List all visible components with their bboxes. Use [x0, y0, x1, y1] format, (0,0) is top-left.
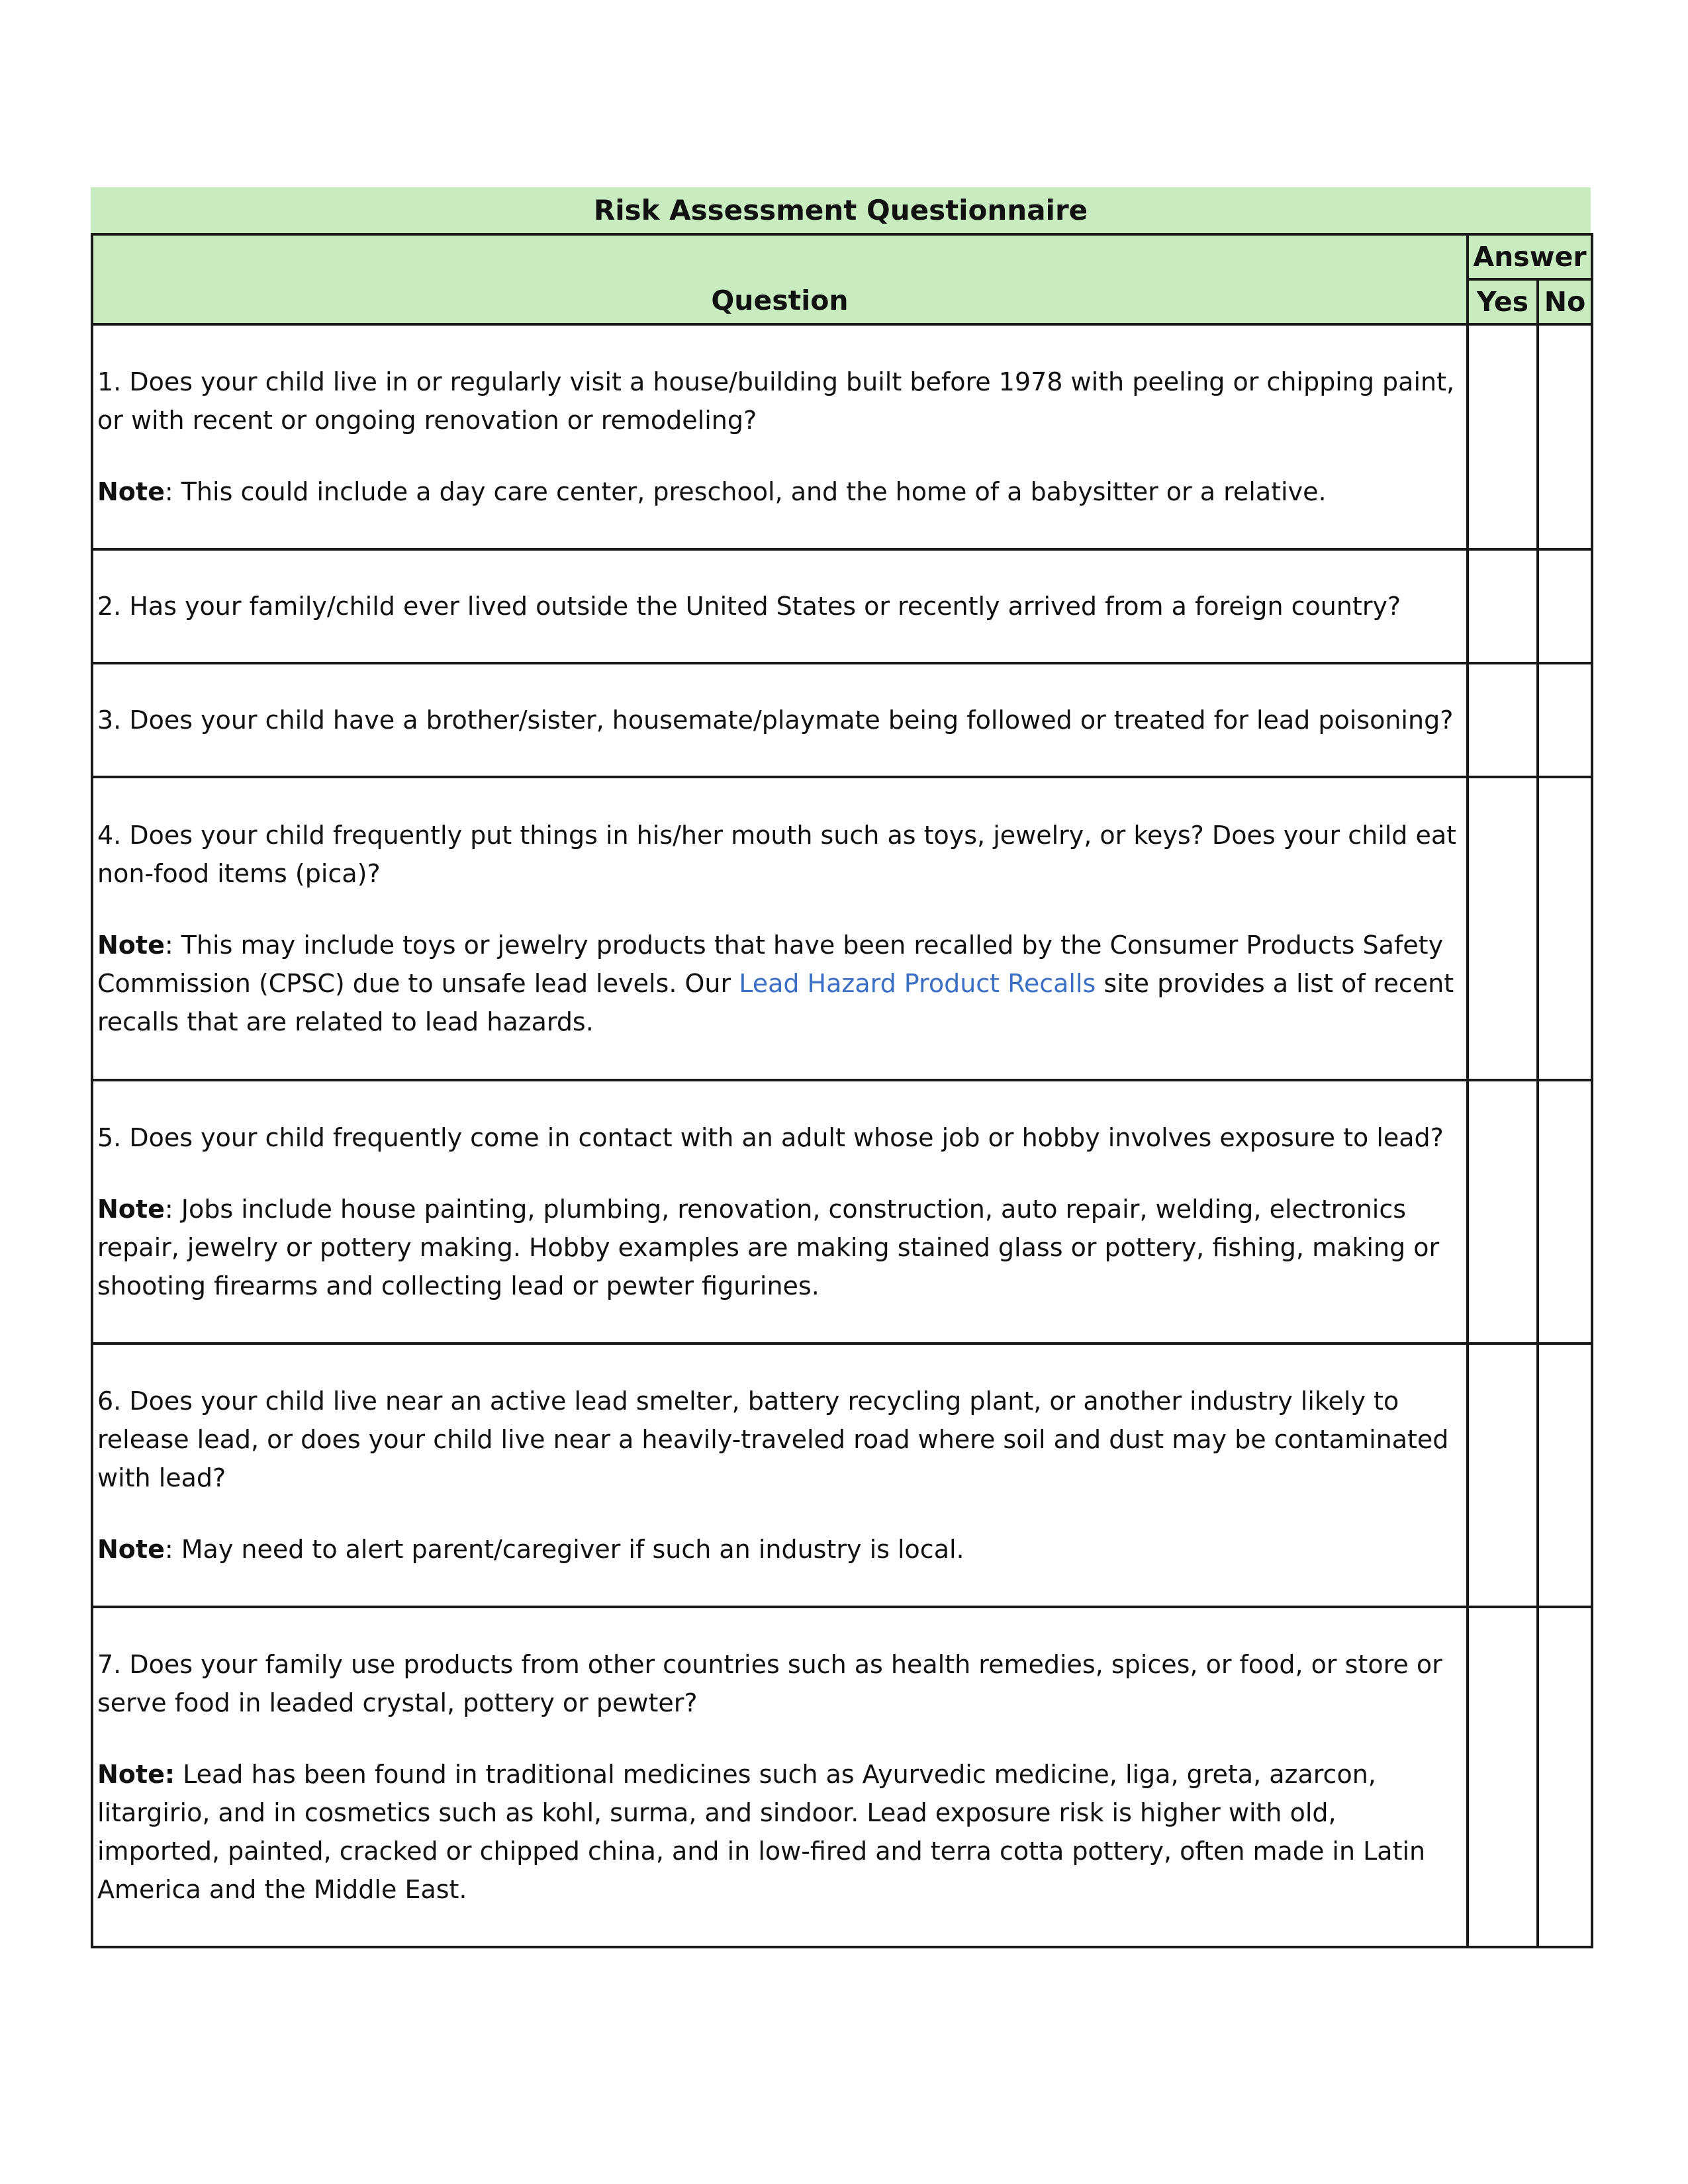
- note-text: : May need to alert parent/caregiver if such an industry is local.: [164, 1535, 964, 1564]
- note-label: Note: [97, 1535, 165, 1564]
- question-text: 2. Has your family/child ever lived outside the United States or recently arrived from a foreign country?: [97, 592, 1401, 621]
- header-row: [92, 234, 1592, 279]
- question-cell: [92, 1080, 1468, 1343]
- note-text: : This may include toys or jewelry products that have been recalled by the Consumer Products Safety Commission (CPSC) due to unsafe lead levels. Our: [97, 931, 1444, 998]
- question-text: 6. Does your child live near an active lead smelter, battery recycling plant, or another industry likely to release lead, or does your child live near a heavily-traveled road where soil and dust may be contaminated with lead?: [97, 1387, 1449, 1492]
- question-text: 3. Does your child have a brother/sister, housemate/playmate being followed or treated for lead poisoning?: [97, 705, 1454, 735]
- questionnaire: [91, 187, 1591, 1948]
- yes-answer-cell[interactable]: [1468, 777, 1538, 1080]
- note-text: : Jobs include house painting, plumbing, renovation, construction, auto repair, welding, electronics repair, jewelry or pottery making. Hobby examples are making stained glass or pottery, fishing, making or shooting firearms and collecting lead or pewter figurines.: [97, 1195, 1440, 1300]
- question-row-2: [92, 549, 1592, 663]
- question-row-7: [92, 1607, 1592, 1947]
- no-answer-cell[interactable]: [1538, 549, 1592, 663]
- yes-answer-cell[interactable]: [1468, 324, 1538, 549]
- question-cell: [92, 1343, 1468, 1607]
- note-label: Note: [97, 1195, 165, 1224]
- no-answer-cell[interactable]: [1538, 1080, 1592, 1343]
- questionnaire-table: [91, 233, 1593, 1948]
- question-note: [97, 1190, 1462, 1305]
- question-note: [97, 926, 1462, 1041]
- questionnaire-title: Risk Assessment Questionnaire: [91, 187, 1591, 233]
- question-cell: [92, 1607, 1468, 1947]
- note-text: Lead has been found in traditional medicines such as Ayurvedic medicine, liga, greta, azarcon, litargirio, and in cosmetics such as kohl, surma, and sindoor. Lead exposure risk is higher with old, imported, painted, cracked or chipped china, and in low-fired and terra cotta pottery, often made in Latin America and the Middle East.: [97, 1760, 1426, 1904]
- note-text-end: site provides a list of recent recalls that are related to lead hazards.: [97, 969, 1454, 1036]
- question-column-header: Question: [92, 234, 1468, 324]
- question-cell: [92, 663, 1468, 777]
- no-answer-cell[interactable]: [1538, 663, 1592, 777]
- question-text: 4. Does your child frequently put things in his/her mouth such as toys, jewelry, or keys? Does your child eat non-food items (pica)?: [97, 821, 1457, 888]
- answer-column-header: Answer: [1468, 234, 1592, 279]
- yes-answer-cell[interactable]: [1468, 549, 1538, 663]
- yes-answer-cell[interactable]: [1468, 663, 1538, 777]
- note-label: Note: [97, 931, 165, 960]
- no-answer-cell[interactable]: [1538, 777, 1592, 1080]
- question-row-1: [92, 324, 1592, 549]
- yes-answer-cell[interactable]: [1468, 1080, 1538, 1343]
- note-label: Note: [97, 477, 165, 506]
- question-cell: [92, 777, 1468, 1080]
- no-answer-cell[interactable]: [1538, 324, 1592, 549]
- question-row-3: [92, 663, 1592, 777]
- no-answer-cell[interactable]: [1538, 1607, 1592, 1947]
- question-cell: [92, 324, 1468, 549]
- yes-answer-cell[interactable]: [1468, 1343, 1538, 1607]
- question-text: 5. Does your child frequently come in contact with an adult whose job or hobby involves exposure to lead?: [97, 1123, 1444, 1152]
- question-row-4: [92, 777, 1592, 1080]
- question-note: [97, 473, 1462, 511]
- question-note: [97, 1530, 1462, 1569]
- yes-column-header: Yes: [1468, 279, 1538, 324]
- question-cell: [92, 549, 1468, 663]
- question-row-5: [92, 1080, 1592, 1343]
- question-note: [97, 1755, 1462, 1909]
- note-label: Note:: [97, 1760, 175, 1789]
- question-text: 1. Does your child live in or regularly visit a house/building built before 1978 with peeling or chipping paint, or with recent or ongoing renovation or remodeling?: [97, 367, 1455, 435]
- question-row-6: [92, 1343, 1592, 1607]
- no-column-header: No: [1538, 279, 1592, 324]
- question-text: 7. Does your family use products from other countries such as health remedies, spices, or food, or store or serve food in leaded crystal, pottery or pewter?: [97, 1650, 1442, 1717]
- no-answer-cell[interactable]: [1538, 1343, 1592, 1607]
- note-text: : This could include a day care center, preschool, and the home of a babysitter or a relative.: [164, 477, 1327, 506]
- lead-hazard-recalls-link[interactable]: Lead Hazard Product Recalls: [739, 969, 1096, 998]
- yes-answer-cell[interactable]: [1468, 1607, 1538, 1947]
